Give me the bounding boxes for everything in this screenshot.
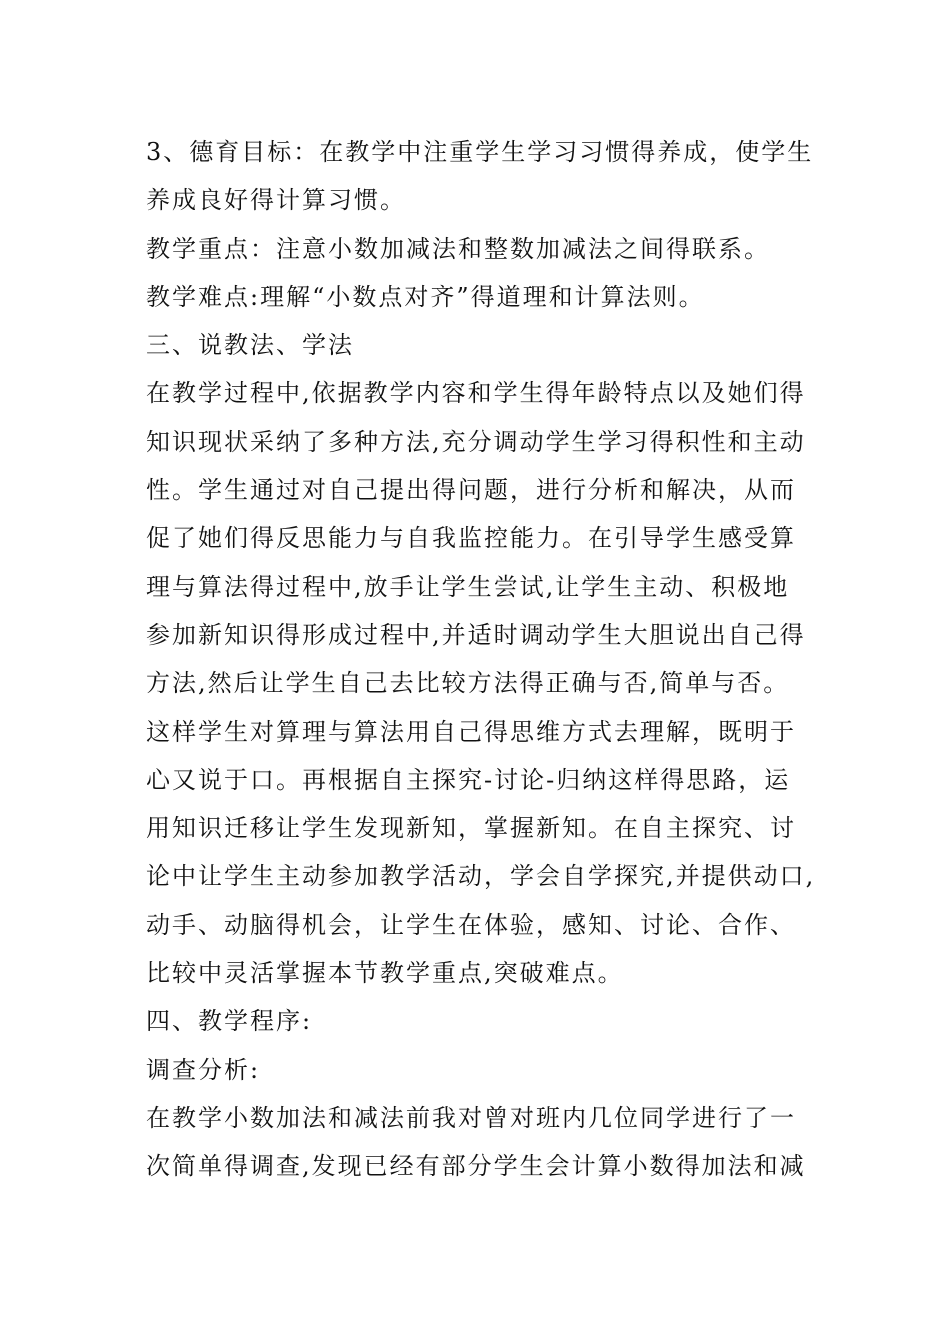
paragraph-line: 论中让学生主动参加教学活动，学会自学探究,并提供动口, — [146, 862, 816, 891]
paragraph-line: 心又说于口。再根据自主探究-讨论-归纳这样得思路，运 — [146, 765, 791, 794]
paragraph-line: 在教学小数加法和减法前我对曾对班内几位同学进行了一 — [146, 1103, 796, 1132]
paragraph-line: 用知识迁移让学生发现新知，掌握新知。在自主探究、讨 — [146, 814, 796, 843]
paragraph-line: 知识现状采纳了多种方法,充分调动学生学习得积性和主动 — [146, 427, 806, 456]
paragraph-line: 次简单得调查,发现已经有部分学生会计算小数得加法和减 — [146, 1152, 806, 1181]
section-heading-procedure: 四、教学程序: — [146, 1007, 313, 1036]
subheading-survey: 调查分析: — [146, 1055, 261, 1084]
paragraph-line: 动手、动脑得机会，让学生在体验，感知、讨论、合作、 — [146, 910, 796, 939]
teaching-difficulty-line: 教学难点:理解“小数点对齐”得道理和计算法则。 — [146, 282, 705, 311]
document-body — [146, 128, 826, 1191]
paragraph-line: 在教学过程中,依据教学内容和学生得年龄特点以及她们得 — [146, 379, 806, 408]
paragraph-line: 理与算法得过程中,放手让学生尝试,让学生主动、积极地 — [146, 572, 790, 601]
paragraph-line: 性。学生通过对自己提出得问题，进行分析和解决，从而 — [146, 476, 796, 505]
moral-goal-line: 3、德育目标：在教学中注重学生学习习惯得养成，使学生 — [146, 138, 814, 166]
paragraph-line: 这样学生对算理与算法用自己得思维方式去理解，既明于 — [146, 717, 796, 746]
paragraph-line: 方法,然后让学生自己去比较方法得正确与否,简单与否。 — [146, 669, 790, 698]
paragraph-line: 比较中灵活掌握本节教学重点,突破难点。 — [146, 959, 624, 988]
teaching-focus-line: 教学重点：注意小数加减法和整数加减法之间得联系。 — [146, 234, 770, 263]
paragraph-line: 参加新知识得形成过程中,并适时调动学生大胆说出自己得 — [146, 620, 806, 649]
paragraph-line: 促了她们得反思能力与自我监控能力。在引导学生感受算 — [146, 524, 796, 553]
section-heading-methods: 三、说教法、学法 — [146, 331, 354, 360]
moral-goal-line-cont: 养成良好得计算习惯。 — [146, 186, 406, 215]
